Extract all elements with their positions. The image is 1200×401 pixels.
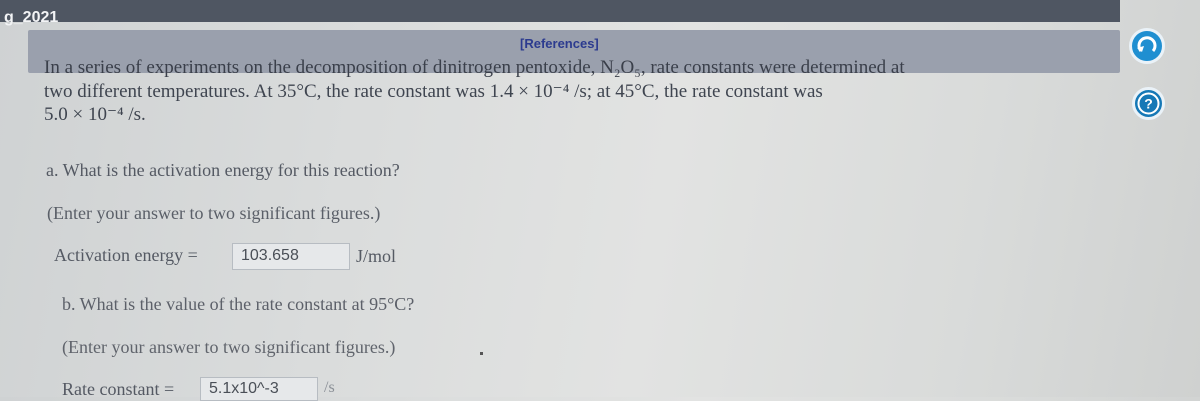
help-button[interactable] — [1132, 87, 1165, 120]
references-link[interactable]: [References] — [520, 36, 599, 51]
question-b-note: (Enter your answer to two significant figures.) — [62, 337, 396, 357]
help-icon — [1135, 90, 1162, 117]
cursor-dot — [480, 352, 483, 355]
refresh-icon — [1132, 31, 1162, 61]
refresh-button[interactable] — [1129, 28, 1165, 64]
rate-constant-input[interactable]: 5.1x10^-3 — [200, 377, 318, 401]
activation-energy-input[interactable]: 103.658 — [232, 243, 350, 270]
problem-line-3: 5.0 × 10⁻⁴ /s. — [44, 104, 146, 125]
rate-constant-unit: /s — [324, 379, 335, 396]
question-a-note: (Enter your answer to two significant figures.) — [47, 203, 381, 223]
svg-text:?: ? — [1144, 95, 1153, 112]
question-a: a. What is the activation energy for this reaction? — [46, 160, 400, 180]
problem-line-1: In a series of experiments on the decomposition of dinitrogen pentoxide, N₂O₅, rate constants were determined at — [44, 57, 905, 78]
top-strip — [0, 0, 1120, 22]
activation-energy-label: Activation energy = — [54, 245, 198, 265]
question-b: b. What is the value of the rate constant at 95°C? — [62, 294, 415, 314]
activation-energy-unit: J/mol — [356, 246, 397, 266]
problem-line-2: two different temperatures. At 35°C, the rate constant was 1.4 × 10⁻⁴ /s; at 45°C, the rate constant was — [44, 81, 823, 102]
course-label: g_2021 — [4, 9, 59, 26]
rate-constant-label: Rate constant = — [62, 379, 175, 399]
